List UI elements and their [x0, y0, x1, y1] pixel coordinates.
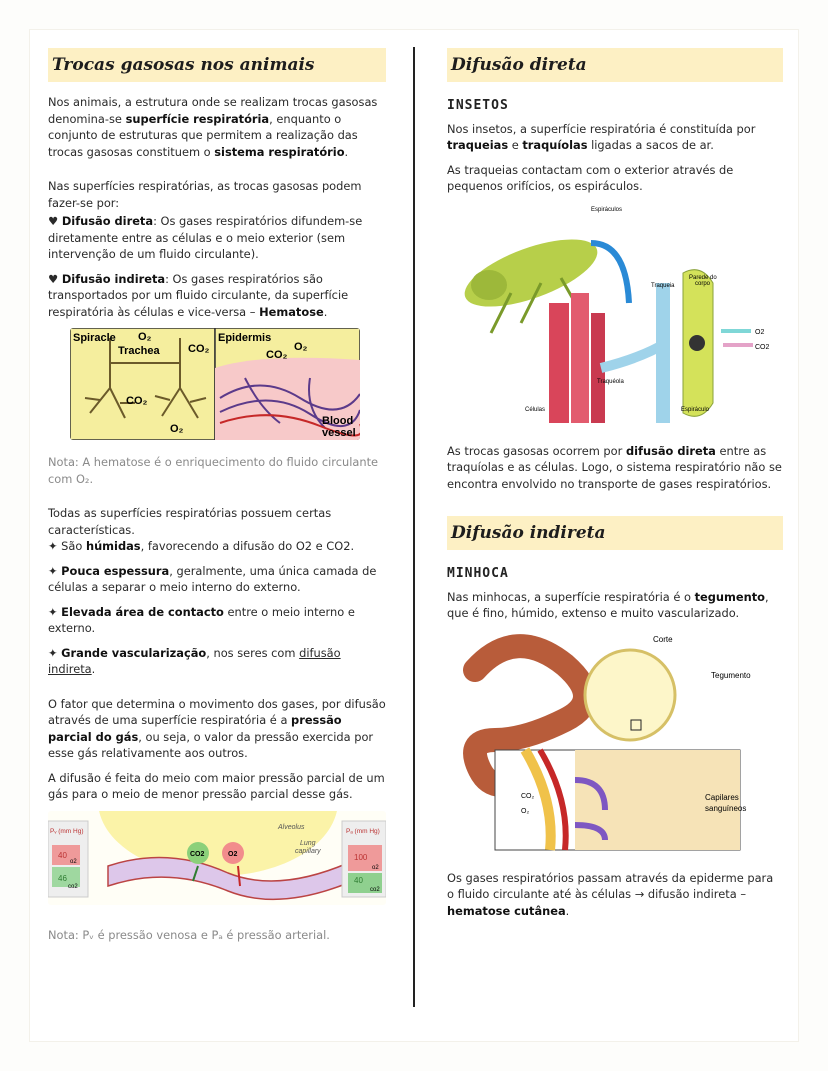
label-co2: co2	[370, 886, 380, 893]
paragraph-hematose-cutanea	[447, 870, 783, 920]
feature-title: Pouca espessura	[61, 563, 170, 578]
feature-humidas	[48, 538, 386, 555]
text: ligadas a sacos de ar.	[587, 138, 714, 152]
term-pressao: pressão parcial do gás	[48, 713, 342, 744]
label-co2: CO₂	[126, 395, 148, 407]
bullet-difusao-indireta	[48, 271, 386, 321]
paragraph-difusao: A difusão é feita do meio com maior pressão parcial de um gás para o meio de menor pressão parcial desse gás.	[48, 770, 385, 801]
paragraph-minhoca	[447, 589, 783, 622]
label-pv: Pᵥ (mm Hg)	[50, 827, 84, 835]
paragraph-intro	[48, 94, 386, 160]
section-heading-indireta: Difusão indireta	[447, 516, 783, 550]
diagram-svg	[70, 328, 360, 440]
label-o2: O₂	[170, 423, 184, 435]
label-vessel: vessel	[322, 427, 356, 439]
earthworm-svg	[455, 630, 775, 852]
bubble-o2: O2	[228, 850, 238, 858]
bullet-title: Difusão indireta	[61, 271, 166, 286]
term-hematose: Hematose	[259, 304, 324, 319]
text: O fator que determina o movimento dos gases, por difusão através de uma superfície respiratória é a	[48, 696, 386, 727]
label-co2: CO₂	[521, 792, 535, 800]
label-capilares: Capilares	[705, 792, 739, 802]
diagram-earthworm	[455, 630, 775, 852]
column-divider	[413, 47, 415, 1007]
label-espiraculo: Espiráculo	[681, 406, 710, 413]
text: .	[91, 662, 96, 676]
paragraph-insetos	[447, 121, 783, 154]
text: ✦	[48, 645, 62, 660]
label-blood: Blood	[322, 415, 354, 427]
value-pv-co2: 46	[58, 873, 67, 883]
text: , ou seja, o valor da pressão exercida por esse gás relativamente aos outros.	[48, 729, 374, 760]
text: ✦ São	[48, 539, 86, 553]
label-spiracle: Spiracle	[73, 332, 116, 344]
label-alveolus: Alveolus	[278, 823, 305, 831]
term-sistema: sistema respiratório	[214, 144, 345, 159]
text: entre as traquíolas e as células. Logo, o sistema respiratório não se encontra envolvido no transporte de gases respiratórios.	[447, 443, 782, 491]
bullet-title: Difusão direta	[61, 214, 154, 228]
feature-title: Elevada área de contacto	[61, 604, 224, 619]
feature-espessura	[48, 563, 386, 596]
text: ✦	[48, 604, 62, 619]
text: .	[565, 903, 570, 918]
bullet-text: : Os gases respiratórios são transportados por um fluido circulante, da superfície respiratória às células e vice-versa –	[48, 271, 349, 319]
label-corte: Corte	[653, 634, 673, 644]
term-tegumento: tegumento	[694, 589, 766, 604]
value-pa-o2: 100	[354, 852, 368, 862]
insect-svg	[451, 203, 779, 433]
text: .	[323, 304, 328, 319]
text: Nos animais, a estrutura onde se realizam trocas gasosas denomina-se	[48, 95, 378, 126]
label-epidermis: Epidermis	[218, 332, 272, 344]
text: , que é fino, húmido, extenso e muito vascularizado.	[447, 589, 769, 620]
label-traqueola: Traquéola	[597, 378, 624, 385]
label-espiraculos: Espiráculos	[591, 206, 623, 213]
paragraph-caracteristicas: Todas as superfícies respiratórias possuem certas características.	[48, 506, 332, 537]
text: , enquanto o conjunto de estruturas que permitem a realização das trocas gasosas constituem o	[48, 111, 358, 159]
label-co2: CO2	[755, 343, 770, 351]
term-traqueias: traqueias	[447, 138, 509, 152]
feature-vascularizacao	[48, 645, 386, 678]
label-co2: co2	[68, 883, 78, 890]
text: entre o meio interno e externo.	[48, 604, 355, 635]
label-lung: Lung	[300, 839, 316, 847]
label-pa: Pₐ (mm Hg)	[346, 827, 380, 835]
label-o2: o2	[372, 864, 379, 871]
term-hematose-cutanea: hematose cutânea	[447, 903, 566, 918]
bullet-difusao-direta	[48, 213, 386, 263]
paragraph-espiraculos: As traqueias contactam com o exterior através de pequenos orifícios, os espiráculos.	[447, 162, 734, 193]
diagram-alveolus-exchange	[48, 811, 386, 905]
text: ✦	[48, 563, 62, 578]
left-column	[48, 48, 386, 951]
text: As trocas gasosas ocorrem por	[447, 443, 626, 458]
text: Nas minhocas, a superfície respiratória é o	[447, 589, 695, 604]
text: , favorecendo a difusão do O2 e CO2.	[140, 539, 355, 553]
label-o2: O₂	[294, 341, 308, 353]
label-parede: Parede do	[689, 274, 717, 281]
text: Nos insetos, a superfície respiratória é constituída por	[447, 121, 756, 136]
term-difusao-direta: difusão direta	[625, 443, 716, 458]
label-o2: O₂	[521, 807, 530, 815]
note-pressao: Nota: Pᵥ é pressão venosa e Pₐ é pressão arterial.	[48, 927, 330, 942]
value-pa-co2: 40	[354, 875, 363, 885]
subheading-insetos: INSETOS	[447, 98, 509, 113]
text: , nos seres com	[206, 645, 300, 660]
text: .	[344, 144, 349, 159]
link-difusao-indireta[interactable]: difusão indireta	[48, 645, 341, 676]
label-celulas: Células	[525, 406, 546, 413]
feature-title: Grande vascularização	[61, 645, 207, 660]
bubble-co2: CO2	[190, 850, 205, 858]
note-hematose: Nota: A hematose é o enriquecimento do fluido circulante com O₂.	[48, 455, 379, 486]
text: e	[508, 138, 523, 152]
paragraph-modes: Nas superfícies respiratórias, as trocas gasosas podem fazer-se por:	[48, 179, 362, 210]
feature-area	[48, 604, 386, 637]
label-co2: CO₂	[266, 349, 288, 361]
term-superficie: superfície respiratória	[125, 111, 270, 126]
paragraph-trocas-insetos	[447, 443, 783, 493]
right-column	[447, 48, 783, 927]
label-trachea: Trachea	[118, 345, 160, 357]
label-traqueia: Traqueia	[651, 282, 675, 289]
value-pv-o2: 40	[58, 850, 67, 860]
feature-title: húmidas	[85, 539, 141, 553]
label-capillary: capillary	[295, 847, 321, 855]
section-heading-trocas: Trocas gasosas nos animais	[48, 48, 386, 82]
alveolus-svg	[48, 811, 386, 905]
diagram-insect-trachea	[451, 203, 779, 433]
paragraph-pressao	[48, 696, 386, 762]
label-sanguineos: sanguíneos	[705, 803, 747, 813]
section-heading-direta: Difusão direta	[447, 48, 783, 82]
label-o2: o2	[70, 858, 77, 865]
text: Os gases respiratórios passam através da epiderme para o fluido circulante até às células → difusão indireta –	[447, 870, 774, 901]
diagram-tracheal-vs-blood	[70, 328, 360, 440]
heart-icon: ♥	[48, 214, 62, 228]
label-tegumento: Tegumento	[711, 670, 751, 680]
term-traquiolas: traquíolas	[522, 138, 588, 152]
label-corpo: corpo	[695, 280, 711, 287]
label-o2: O₂	[138, 331, 152, 343]
label-o2: O2	[755, 328, 765, 336]
bullet-text: : Os gases respiratórios difundem-se diretamente entre as células e o meio exterior (sem intervenção de um fluido circulante).	[48, 214, 363, 261]
subheading-minhoca: MINHOCA	[447, 566, 509, 581]
label-co2: CO₂	[188, 343, 210, 355]
heart-icon: ♥	[48, 271, 62, 286]
text: , geralmente, uma única camada de células a separar o meio interno do externo.	[48, 563, 377, 594]
